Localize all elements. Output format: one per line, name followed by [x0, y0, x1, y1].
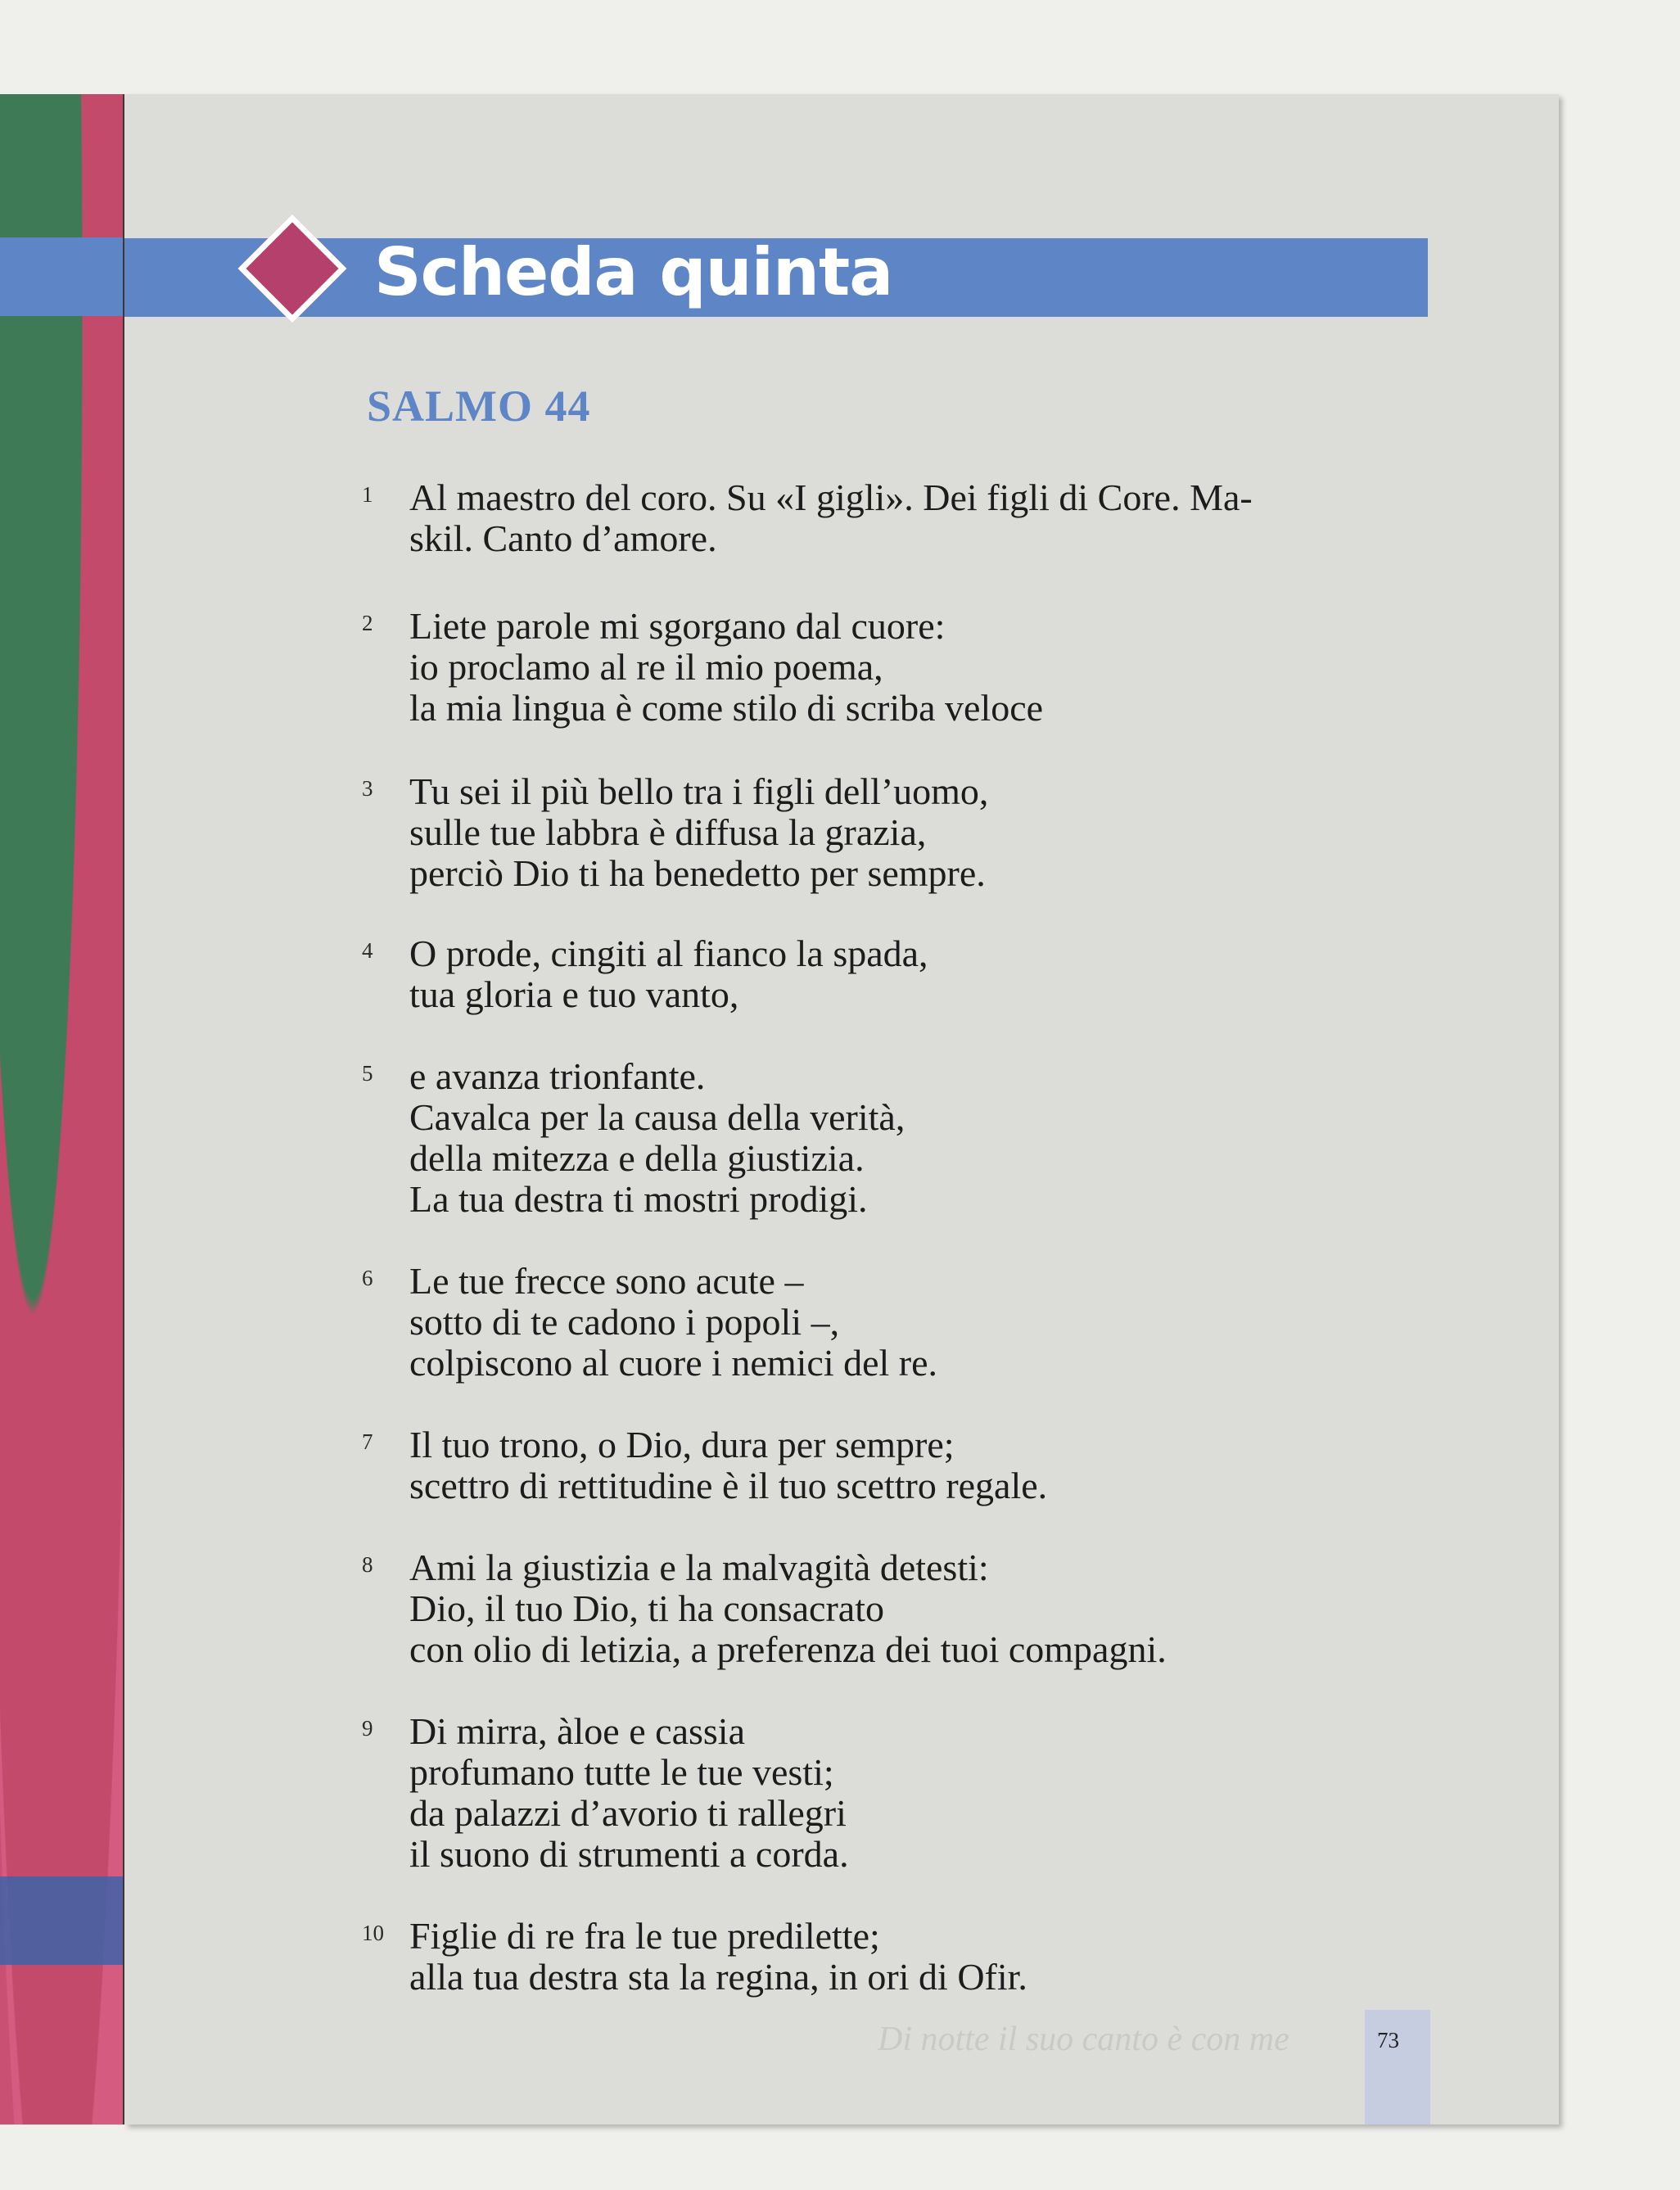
verse-line: sulle tue labbra è diffusa la grazia, [409, 811, 927, 853]
verse-line: Tu sei il più bello tra i figli dell’uomo, [409, 770, 989, 812]
verse-number: 5 [362, 1061, 373, 1086]
verse-line: il suono di strumenti a corda. [409, 1833, 849, 1875]
verse-line: alla tua destra sta la regina, in ori di Ofir. [409, 1956, 1027, 1998]
verse-line: O prode, cingiti al fianco la spada, [409, 932, 928, 974]
verse-line: e avanza trionfante. [409, 1055, 706, 1097]
verse-line: Di mirra, àloe e cassia [409, 1710, 745, 1752]
verse-line: tua gloria e tuo vanto, [409, 973, 739, 1015]
verse-line: Figlie di re fra le tue predilette; [409, 1915, 880, 1957]
verse-line: Il tuo trono, o Dio, dura per sempre; [409, 1424, 955, 1465]
verse-number: 3 [362, 776, 373, 801]
verse-line: Le tue frecce sono acute – [409, 1260, 804, 1302]
verse-line: perciò Dio ti ha benedetto per sempre. [409, 852, 986, 894]
verse-number: 10 [362, 1921, 384, 1945]
facing-page-illumination [0, 94, 126, 2125]
verse-line: Cavalca per la causa della verità, [409, 1096, 905, 1138]
verse-line: con olio di letizia, a preferenza dei tuoi compagni. [409, 1628, 1167, 1670]
verse-line: Dio, il tuo Dio, ti ha consacrato [409, 1587, 884, 1629]
verse-line: scettro di rettitudine è il tuo scettro regale. [409, 1465, 1048, 1506]
page-number-tab [1365, 2010, 1430, 2125]
verse-line: da palazzi d’avorio ti rallegri [409, 1792, 847, 1834]
verse-line: La tua destra ti mostri prodigi. [409, 1178, 868, 1220]
verse-line: colpiscono al cuore i nemici del re. [409, 1342, 938, 1384]
verse-number: 1 [362, 482, 373, 507]
verse-line: sotto di te cadono i popoli –, [409, 1301, 840, 1343]
verse-number: 7 [362, 1429, 373, 1454]
verse-number: 9 [362, 1716, 373, 1741]
verse-number: 2 [362, 611, 373, 635]
verse-line: della mitezza e della giustizia. [409, 1137, 865, 1179]
psalm-heading: SALMO 44 [367, 382, 591, 431]
book-page [124, 94, 1559, 2125]
verse-line: profumano tutte le tue vesti; [409, 1751, 834, 1793]
verse-line: skil. Canto d’amore. [409, 517, 717, 559]
page-number: 73 [1377, 2028, 1399, 2052]
running-footer: Di notte il suo canto è con me [878, 2021, 1289, 2058]
verse-line: la mia lingua è come stilo di scriba veloce [409, 687, 1044, 729]
page-title: Scheda quinta [374, 234, 893, 310]
facing-page-caption-band [0, 1876, 123, 1965]
verse-line: Liete parole mi sgorgano dal cuore: [409, 605, 946, 647]
verse-number: 4 [362, 938, 373, 963]
verse-line: io proclamo al re il mio poema, [409, 646, 883, 688]
verse-number: 6 [362, 1266, 373, 1290]
verse-line: Al maestro del coro. Su «I gigli». Dei figli di Core. Ma- [409, 476, 1253, 518]
verse-number: 8 [362, 1552, 373, 1577]
facing-page-blue-band [0, 237, 123, 316]
verse-line: Ami la giustizia e la malvagità detesti: [409, 1547, 989, 1588]
